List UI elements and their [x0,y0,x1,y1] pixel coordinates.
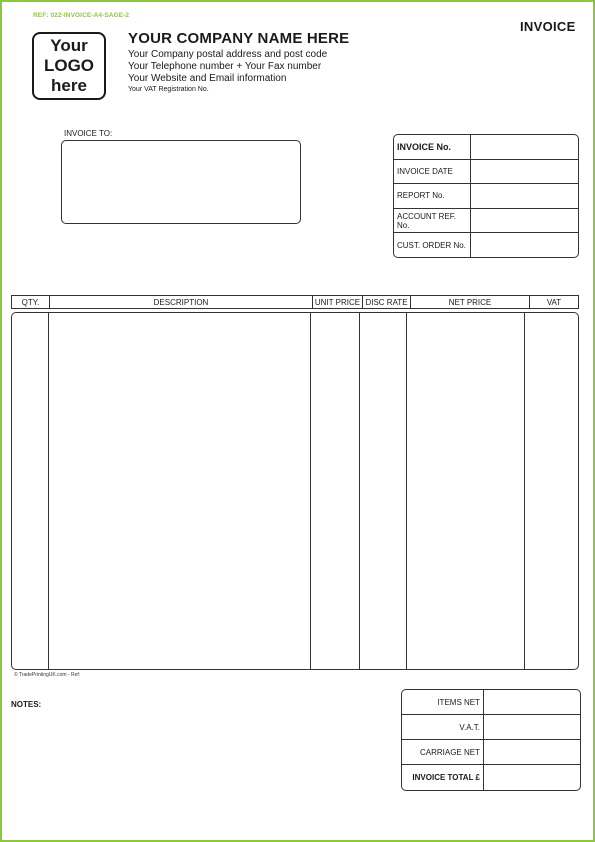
items-net-field[interactable] [484,690,580,714]
logo-line-2: LOGO [43,56,95,75]
meta-label: REPORT No. [394,184,471,208]
totals-row-items-net [402,690,580,715]
vat-total-field[interactable] [484,715,580,739]
unit-price-column[interactable] [311,313,360,669]
meta-row-cust-order [394,233,578,257]
meta-row-invoice-date [394,160,578,185]
totals-label: ITEMS NET [402,690,484,714]
logo-line-1: Your [50,36,88,55]
meta-label: ACCOUNT REF. No. [394,209,471,233]
description-column[interactable] [49,313,311,669]
column-header-description: DESCRIPTION [50,296,313,308]
account-ref-field[interactable] [471,209,578,233]
column-header-unit-price: UNIT PRICE [313,296,363,308]
meta-row-account-ref [394,209,578,234]
disc-rate-column[interactable] [360,313,407,669]
column-header-net-price: NET PRICE [411,296,530,308]
qty-column[interactable] [12,313,49,669]
notes-label: NOTES: [11,700,42,709]
net-price-column[interactable] [407,313,525,669]
logo-placeholder [32,32,106,100]
invoice-to-label: INVOICE TO: [64,129,113,138]
items-table-body [11,312,579,670]
company-web: Your Website and Email information [128,73,287,84]
company-address: Your Company postal address and post code [128,49,328,60]
meta-label: CUST. ORDER No. [394,233,471,257]
company-vat: Your VAT Registration No. [128,86,209,93]
meta-row-report-no [394,184,578,209]
meta-label: INVOICE DATE [394,160,471,184]
totals-label: INVOICE TOTAL £ [402,765,484,790]
form-reference: REF: 022-INVOICE-A4-SAGE-2 [33,12,130,19]
company-name: YOUR COMPANY NAME HERE [128,30,350,47]
document-title: INVOICE [520,19,576,34]
totals-row-invoice-total [402,765,580,790]
cust-order-field[interactable] [471,233,578,257]
totals-label: V.A.T. [402,715,484,739]
column-header-disc-rate: DISC RATE [363,296,411,308]
report-no-field[interactable] [471,184,578,208]
company-phone: Your Telephone number + Your Fax number [128,61,322,72]
invoice-no-field[interactable] [471,135,578,159]
column-header-vat: VAT [546,297,562,307]
invoice-to-field[interactable] [61,140,301,224]
printer-credit: © TradePrintingUK.com - Ref: [14,672,81,678]
totals-table [401,689,581,791]
invoice-meta-table [393,134,579,258]
totals-row-carriage-net [402,740,580,765]
totals-label: CARRIAGE NET [402,740,484,764]
items-table-header [11,295,579,309]
vat-column[interactable] [525,313,578,669]
carriage-net-field[interactable] [484,740,580,764]
logo-line-3: here [51,76,87,95]
totals-row-vat [402,715,580,740]
meta-label: INVOICE No. [394,135,471,159]
invoice-total-field[interactable] [484,765,580,790]
invoice-date-field[interactable] [471,160,578,184]
column-header-qty: QTY. [12,296,50,308]
meta-row-invoice-no [394,135,578,160]
